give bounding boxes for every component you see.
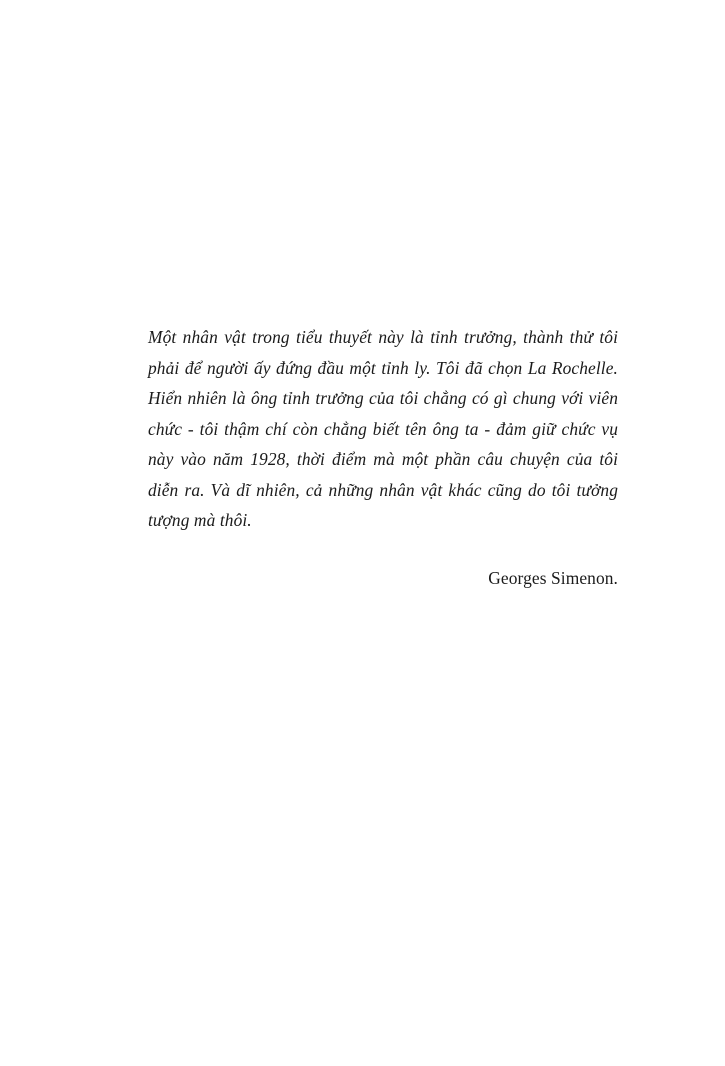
author-signature: Georges Simenon. (488, 567, 618, 588)
authors-note-block (148, 322, 618, 592)
authors-note-paragraph: Một nhân vật trong tiểu thuyết này là tỉnh trưởng, thành thử tôi phải để người ấy đứng đầu một tỉnh ly. Tôi đã chọn La Rochelle. Hiển nhiên là ông tỉnh trưởng của tôi chẳng có gì chung với viên chức - tôi thậm chí còn chẳng biết tên ông ta - đảm giữ chức vụ này vào năm 1928, thời điểm mà một phần câu chuyện của tôi diễn ra. Và dĩ nhiên, cả những nhân vật khác cũng do tôi tưởng tượng mà thôi. (148, 327, 618, 530)
